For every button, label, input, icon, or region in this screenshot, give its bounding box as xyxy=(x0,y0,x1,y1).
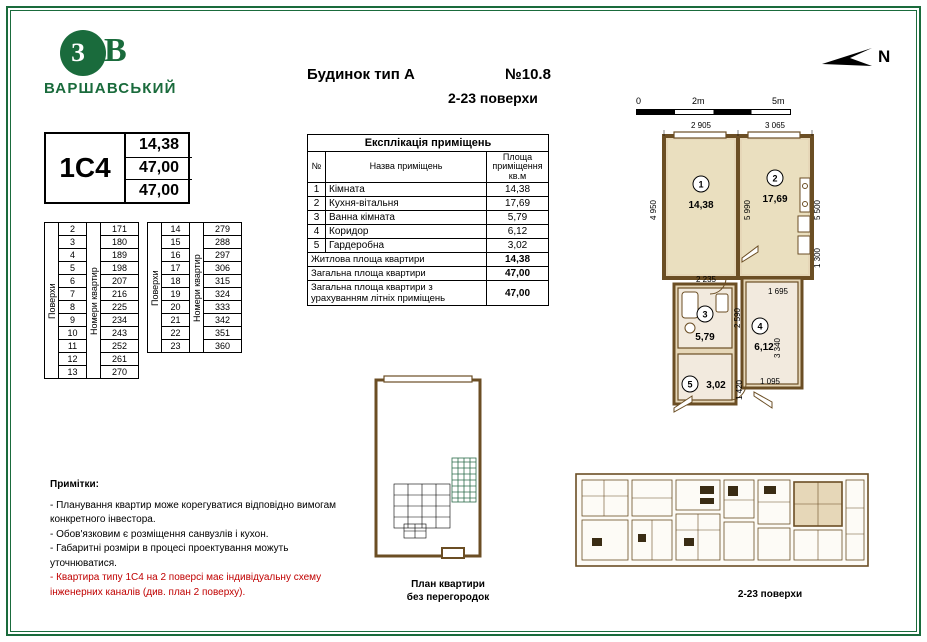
apartment-number: 315 xyxy=(204,275,242,288)
apartments-header: Номери квартир xyxy=(190,223,204,353)
floor-number: 17 xyxy=(162,262,190,275)
note-item: - Обов'язковим є розміщення санвузлів і кухон. xyxy=(50,528,269,540)
floor-number: 23 xyxy=(162,340,190,353)
summary-value: 47,00 xyxy=(487,281,549,306)
summary-label: Житлова площа квартири xyxy=(308,253,487,267)
apartment-number: 171 xyxy=(101,223,139,236)
svg-text:17,69: 17,69 xyxy=(762,194,788,205)
logo-mark-letter: З xyxy=(71,38,85,67)
apartment-number: 261 xyxy=(101,353,139,366)
scale-label-zero: 0 xyxy=(636,96,642,106)
floor-number: 5 xyxy=(59,262,87,275)
floor-number: 21 xyxy=(162,314,190,327)
apartment-code: 1С4 xyxy=(59,152,111,183)
open-plan-drawing xyxy=(368,372,498,572)
room-number: 4 xyxy=(308,225,326,239)
room-area: 3,02 xyxy=(487,239,549,253)
table-row xyxy=(308,281,549,306)
apartment-number: 198 xyxy=(101,262,139,275)
north-label: N xyxy=(878,47,891,66)
room-area: 17,69 xyxy=(487,197,549,211)
floor-number: 10 xyxy=(59,327,87,340)
floors-header: Поверхи xyxy=(45,223,59,379)
svg-text:3 065: 3 065 xyxy=(764,121,786,130)
room-number: 2 xyxy=(308,197,326,211)
floors-table-2 xyxy=(147,222,242,353)
apartment-plan xyxy=(630,118,880,428)
svg-text:3,02: 3,02 xyxy=(706,380,726,391)
room-name: Гардеробна xyxy=(326,239,487,253)
table-row xyxy=(148,223,242,236)
apartment-number: 189 xyxy=(101,249,139,262)
brand-name: ВАРШАВСЬКИЙ xyxy=(44,80,177,97)
notes-block xyxy=(50,478,350,600)
scale-bar-graphic xyxy=(636,109,791,115)
north-arrow-icon xyxy=(820,44,880,74)
exposition-col-area: Площа приміщення кв.м xyxy=(487,152,549,183)
exposition-col-name: Назва приміщень xyxy=(326,152,487,183)
apartment-code-box xyxy=(44,132,190,204)
svg-text:1 420: 1 420 xyxy=(735,379,744,401)
apartment-number: 252 xyxy=(101,340,139,353)
floor-number: 19 xyxy=(162,288,190,301)
svg-text:1 300: 1 300 xyxy=(813,247,822,269)
floors-tables xyxy=(44,222,242,379)
floor-number: 22 xyxy=(162,327,190,340)
notes-title: Примітки: xyxy=(50,479,99,490)
svg-text:1 095: 1 095 xyxy=(759,377,781,386)
open-plan-caption: План квартири без перегородок xyxy=(406,579,490,603)
apartment-number: 342 xyxy=(204,314,242,327)
scale-label-end: 5m xyxy=(772,96,785,106)
room-number: 3 xyxy=(308,211,326,225)
floor-number: 3 xyxy=(59,236,87,249)
summary-value: 14,38 xyxy=(487,253,549,267)
apartment-number: 270 xyxy=(101,366,139,379)
svg-text:5,79: 5,79 xyxy=(695,332,715,343)
floor-number: 6 xyxy=(59,275,87,288)
room-area: 6,12 xyxy=(487,225,549,239)
table-row xyxy=(308,197,549,211)
floor-plan-caption: 2-23 поверхи xyxy=(737,589,803,600)
svg-text:5 500: 5 500 xyxy=(813,199,822,221)
apartment-number: 216 xyxy=(101,288,139,301)
apartment-number: 360 xyxy=(204,340,242,353)
floor-number: 16 xyxy=(162,249,190,262)
exposition-table xyxy=(307,134,549,306)
apartment-number: 324 xyxy=(204,288,242,301)
room-name: Коридор xyxy=(326,225,487,239)
floor-number: 14 xyxy=(162,223,190,236)
floor-number: 15 xyxy=(162,236,190,249)
apartment-number: 279 xyxy=(204,223,242,236)
floor-number: 8 xyxy=(59,301,87,314)
table-row xyxy=(308,183,549,197)
logo-letter: В xyxy=(104,32,127,69)
floor-number: 4 xyxy=(59,249,87,262)
table-row xyxy=(308,239,549,253)
apartment-number: 351 xyxy=(204,327,242,340)
room-area: 14,38 xyxy=(487,183,549,197)
floors-table-1 xyxy=(44,222,139,379)
floor-number: 7 xyxy=(59,288,87,301)
room-number: 1 xyxy=(308,183,326,197)
living-area-value: 14,38 xyxy=(138,136,180,154)
svg-text:3: 3 xyxy=(702,309,708,320)
svg-text:2: 2 xyxy=(772,173,778,184)
floors-range-title: 2-23 поверхи xyxy=(448,90,538,106)
summary-label: Загальна площа квартири xyxy=(308,267,487,281)
svg-text:2 905: 2 905 xyxy=(690,121,712,130)
floor-number: 11 xyxy=(59,340,87,353)
room-area: 5,79 xyxy=(487,211,549,225)
floor-number: 2 xyxy=(59,223,87,236)
summary-label: Загальна площа квартири з урахуванням літніх приміщень xyxy=(308,281,487,306)
note-item: - Габаритні розміри в процесі проектування можуть уточнюватися. xyxy=(50,543,289,569)
apartment-number: 225 xyxy=(101,301,139,314)
svg-text:6,12: 6,12 xyxy=(754,342,774,353)
table-row xyxy=(308,211,549,225)
svg-text:1: 1 xyxy=(698,179,704,190)
floor-number: 20 xyxy=(162,301,190,314)
apartment-number: 234 xyxy=(101,314,139,327)
apartment-areas xyxy=(124,134,192,202)
svg-text:2 235: 2 235 xyxy=(695,275,717,284)
total-area-value: 47,00 xyxy=(126,157,192,180)
svg-text:4 950: 4 950 xyxy=(649,199,658,221)
note-highlight: - Квартира типу 1С4 на 2 поверсі має індивідуальну схему інженерних каналів (див. план 2 поверху). xyxy=(50,572,322,598)
apartment-number: 180 xyxy=(101,236,139,249)
floor-number: 9 xyxy=(59,314,87,327)
table-row xyxy=(308,267,549,281)
building-number: №10.8 xyxy=(505,66,551,83)
apartment-number: 306 xyxy=(204,262,242,275)
apartment-number: 207 xyxy=(101,275,139,288)
logo-circle-icon xyxy=(60,30,106,76)
room-name: Кімната xyxy=(326,183,487,197)
note-item: - Планування квартир може корегуватися відповідно вимогам конкретного інвестора. xyxy=(50,499,337,525)
apartment-number: 288 xyxy=(204,236,242,249)
summary-value: 47,00 xyxy=(487,267,549,281)
floors-header: Поверхи xyxy=(148,223,162,353)
table-row xyxy=(45,223,139,236)
compass xyxy=(820,44,900,76)
svg-text:2 590: 2 590 xyxy=(733,307,742,329)
apartment-number: 297 xyxy=(204,249,242,262)
svg-text:5: 5 xyxy=(687,379,693,390)
apartment-number: 333 xyxy=(204,301,242,314)
apartments-header: Номери квартир xyxy=(87,223,101,379)
table-row xyxy=(308,253,549,267)
room-name: Ванна кімната xyxy=(326,211,487,225)
floor-number: 13 xyxy=(59,366,87,379)
table-row xyxy=(308,225,549,239)
floor-number: 12 xyxy=(59,353,87,366)
room-name: Кухня-вітальня xyxy=(326,197,487,211)
floor-plan-drawing xyxy=(572,468,872,578)
svg-text:5 990: 5 990 xyxy=(743,199,752,221)
building-type-title: Будинок тип А xyxy=(307,66,415,83)
apartment-number: 243 xyxy=(101,327,139,340)
exposition-title: Експлікація приміщень xyxy=(308,135,549,152)
exposition-col-no: № xyxy=(308,152,326,183)
svg-text:14,38: 14,38 xyxy=(688,200,714,211)
scale-label-mid: 2m xyxy=(692,96,705,106)
total-area-terraces-value: 47,00 xyxy=(126,179,192,202)
room-number: 5 xyxy=(308,239,326,253)
svg-text:1 695: 1 695 xyxy=(767,287,789,296)
scale-bar xyxy=(636,96,796,120)
floor-number: 18 xyxy=(162,275,190,288)
brand-logo xyxy=(44,30,184,110)
svg-text:4: 4 xyxy=(757,321,763,332)
svg-text:3 340: 3 340 xyxy=(773,337,782,359)
